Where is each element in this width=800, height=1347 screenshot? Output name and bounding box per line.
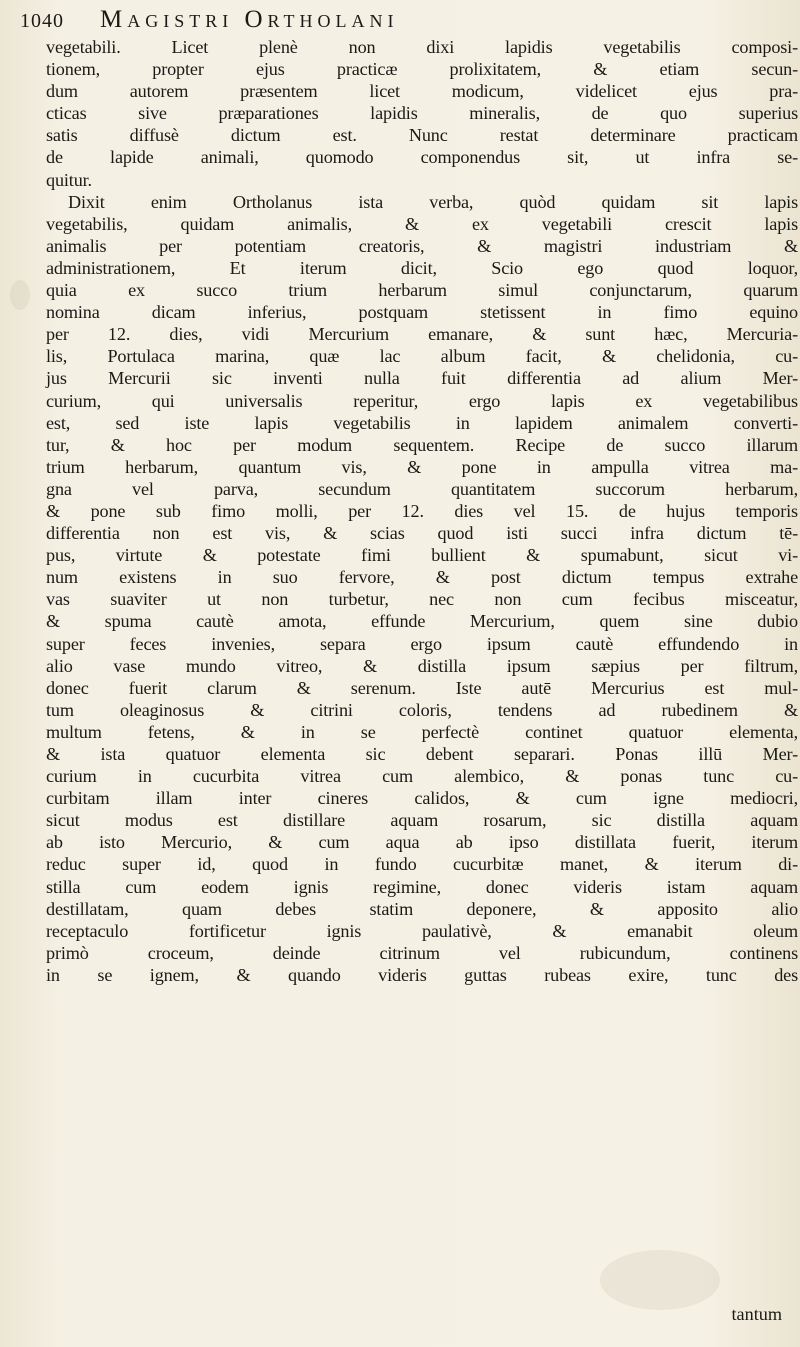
text-line: vegetabilis, quidam animalis, & ex vegetabili crescit lapis (46, 213, 798, 234)
text-line: curium in cucurbita vitrea cum alembico, & ponas tunc cu- (46, 766, 798, 787)
text-line: stilla cum eodem ignis regimine, donec videris istam aquam (46, 876, 798, 897)
text-line: cticas sive præparationes lapidis mineralis, de quo superius (46, 103, 798, 124)
running-title: Magistri Ortholani (100, 6, 399, 33)
text-line: multum fetens, & in se perfectè continet quatuor elementa, (46, 721, 798, 742)
text-line: pus, virtute & potestate fimi bullient & spumabunt, sicut vi- (46, 545, 798, 566)
text-line: tionem, propter ejus practicæ prolixitatem, & etiam secun- (46, 59, 798, 80)
text-line: tum oleaginosus & citrini coloris, tendens ad rubedinem & (46, 699, 798, 720)
text-line: & spuma cautè amota, effunde Mercurium, quem sine dubio (46, 611, 798, 632)
text-line: vegetabili. Licet plenè non dixi lapidis vegetabilis composi- (46, 37, 798, 57)
text-line: sicut modus est distillare aquam rosarum, sic distilla aquam (46, 810, 798, 831)
text-line: dum autorem præsentem licet modicum, videlicet ejus pra- (46, 81, 798, 102)
text-line: reduc super id, quod in fundo cucurbitæ manet, & iterum di- (46, 854, 798, 875)
text-line: & pone sub fimo molli, per 12. dies vel 15. de hujus temporis (46, 500, 798, 521)
text-line: quitur. (46, 169, 92, 190)
text-line: curbitam illam inter cineres calidos, & cum igne mediocri, (46, 788, 798, 809)
text-line: lis, Portulaca marina, quæ lac album facit, & chelidonia, cu- (46, 346, 798, 367)
text-line: receptaculo fortificetur ignis paulativè, & emanabit oleum (46, 920, 798, 941)
page-stain (10, 280, 30, 310)
text-line: primò croceum, deinde citrinum vel rubicundum, continens (46, 942, 798, 963)
text-line: in se ignem, & quando videris guttas rubeas exire, tunc des (46, 964, 798, 985)
text-line: destillatam, quam debes statim deponere, & apposito alio (46, 898, 798, 919)
text-line: num existens in suo fervore, & post dictum tempus extrahe (46, 567, 798, 588)
text-line: & ista quatuor elementa sic debent separari. Ponas illū Mer- (46, 744, 798, 764)
text-line: animalis per potentiam creatoris, & magistri industriam & (46, 235, 798, 256)
page-header (20, 6, 720, 40)
text-line: vas suaviter ut non turbetur, nec non cum fecibus misceatur, (46, 589, 798, 610)
text-line: tur, & hoc per modum sequentem. Recipe de succo illarum (46, 434, 798, 455)
text-line: trium herbarum, quantum vis, & pone in ampulla vitrea ma- (46, 456, 798, 477)
text-line: de lapide animali, quomodo componendus sit, ut infra se- (46, 147, 798, 168)
text-line: satis diffusè dictum est. Nunc restat determinare practicam (46, 125, 798, 146)
text-line: Dixit enim Ortholanus ista verba, quòd quidam sit lapis (68, 191, 798, 212)
text-line: curium, qui universalis reperitur, ergo lapis ex vegetabilibus (46, 390, 798, 411)
text-line: est, sed iste lapis vegetabilis in lapidem animalem converti- (46, 412, 798, 433)
text-line: alio vase mundo vitreo, & distilla ipsum sæpius per filtrum, (46, 655, 798, 676)
text-line: administrationem, Et iterum dicit, Scio ego quod loquor, (46, 257, 798, 278)
text-line: gna vel parva, secundum quantitatem succorum herbarum, (46, 478, 798, 499)
page-number: 1040 (20, 10, 64, 32)
text-line: super feces invenies, separa ergo ipsum cautè effundendo in (46, 633, 798, 654)
text-line: differentia non est vis, & scias quod isti succi infra dictum tē- (46, 523, 798, 544)
text-line: ab isto Mercurio, & cum aqua ab ipso distillata fuerit, iterum (46, 832, 798, 853)
text-line: quia ex succo trium herbarum simul conjunctarum, quarum (46, 280, 798, 301)
catchword: tantum (731, 1304, 782, 1324)
text-line: per 12. dies, vidi Mercurium emanare, & sunt hæc, Mercuria- (46, 324, 798, 345)
text-line: nomina dicam inferius, postquam stetissent in fimo equino (46, 302, 798, 323)
text-line: jus Mercurii sic inventi nulla fuit differentia ad alium Mer- (46, 368, 798, 389)
body-text (46, 36, 798, 1306)
text-line: donec fuerit clarum & serenum. Iste autē Mercurius est mul- (46, 677, 798, 698)
